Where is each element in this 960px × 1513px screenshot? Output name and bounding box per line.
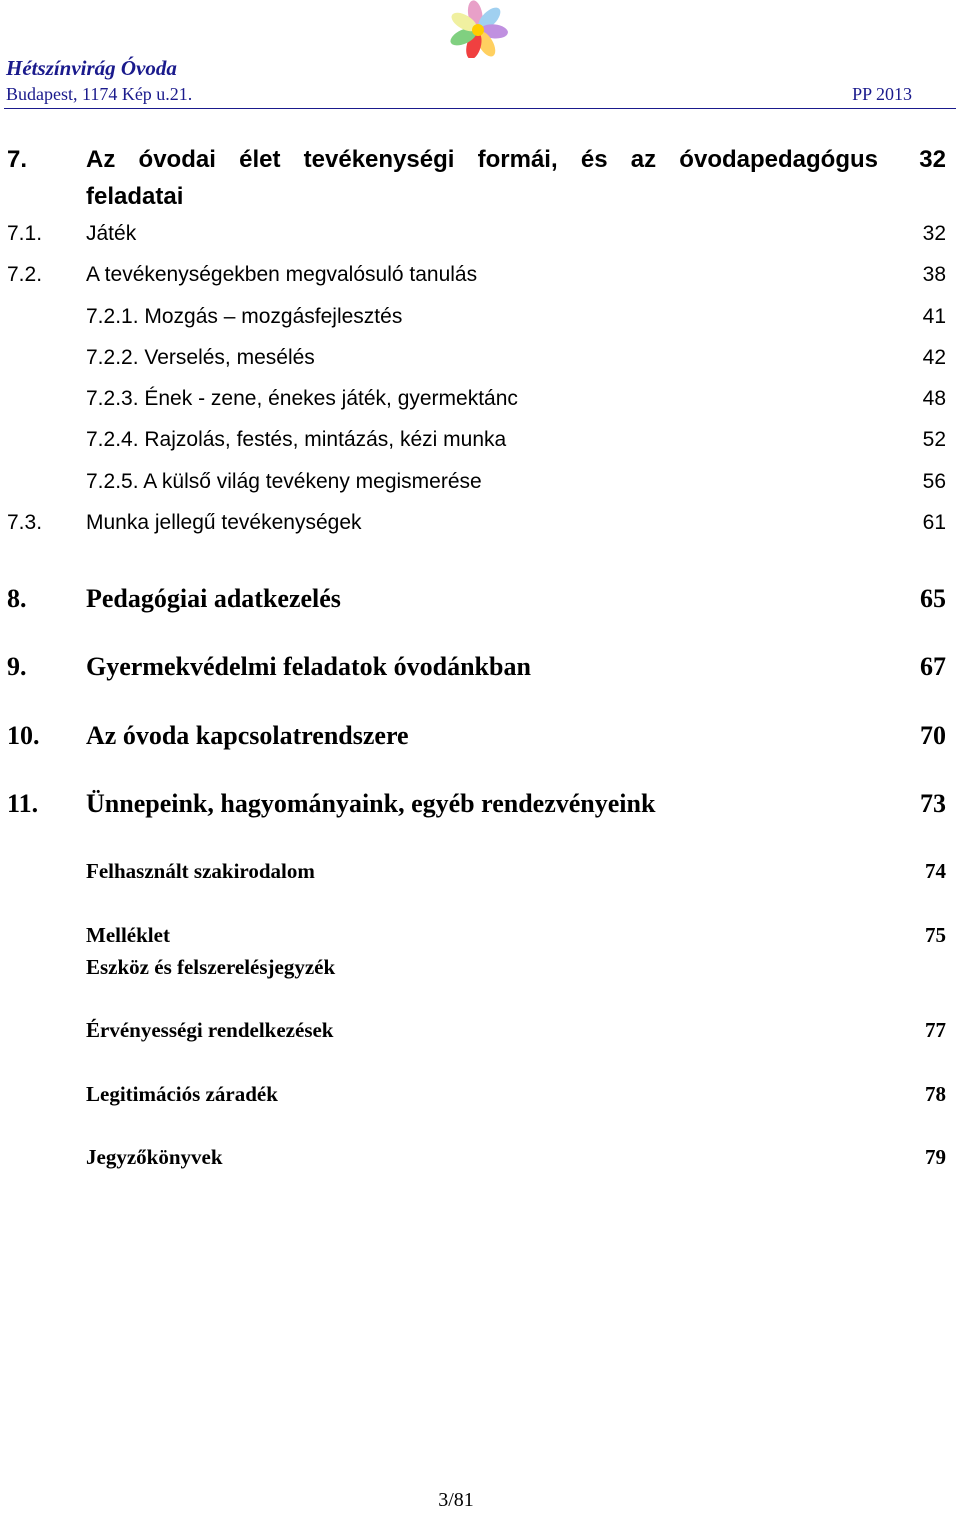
toc-title: Az óvodai élet tevékenységi formái, és az óvodapedagógus	[86, 146, 878, 173]
toc-title: Legitimációs záradék	[86, 1082, 278, 1106]
toc-number: 7.	[7, 146, 28, 173]
toc-page: 56	[922, 470, 946, 493]
toc-title: Ünnepeink, hagyományaink, egyéb rendezvényeink	[86, 789, 656, 818]
toc-title: 7.2.3. Ének - zene, énekes játék, gyermektánc	[86, 387, 518, 410]
toc-title: 7.2.1. Mozgás – mozgásfejlesztés	[86, 305, 403, 328]
toc-number: 7.2.	[7, 263, 43, 286]
toc-title: Munka jellegű tevékenységek	[86, 511, 362, 534]
org-address: Budapest, 1174 Kép u.21.	[6, 84, 193, 104]
page-number: 3/81	[438, 1489, 474, 1511]
toc-number: 7.3.	[7, 511, 43, 534]
toc-title: Játék	[86, 222, 137, 245]
toc-page: 73	[920, 789, 946, 818]
toc-page: 78	[925, 1082, 946, 1106]
toc-number: 7.1.	[7, 222, 43, 245]
toc-title: A tevékenységekben megvalósuló tanulás	[86, 263, 478, 286]
toc-number: 8.	[7, 584, 27, 613]
toc-title-continued: feladatai	[86, 183, 184, 210]
toc-page: 41	[922, 305, 946, 328]
toc-title: Jegyzőkönyvek	[86, 1145, 223, 1169]
toc-page: 75	[925, 923, 946, 947]
toc-page: 65	[920, 584, 946, 613]
toc-page: 48	[922, 387, 946, 410]
toc-number: 11.	[7, 789, 39, 818]
toc-title: Felhasznált szakirodalom	[86, 859, 315, 883]
toc-page: 61	[922, 511, 946, 534]
toc-page: 32	[922, 222, 946, 245]
toc-page: 32	[919, 146, 946, 173]
toc-page: 79	[925, 1145, 946, 1169]
toc-title: 7.2.5. A külső világ tevékeny megismerése	[86, 470, 482, 493]
toc-title: Gyermekvédelmi feladatok óvodánkban	[86, 652, 531, 681]
toc-page: 52	[922, 428, 946, 451]
toc-title: Az óvoda kapcsolatrendszere	[86, 721, 409, 750]
toc-page: 70	[920, 721, 946, 750]
toc-page: 77	[925, 1018, 946, 1042]
toc-title: Melléklet	[86, 923, 170, 947]
toc-page: 42	[922, 346, 946, 369]
toc-title: Érvényességi rendelkezések	[86, 1018, 334, 1042]
toc-page: 38	[922, 263, 946, 286]
toc-page: 74	[925, 859, 946, 883]
seven-petal-flower-logo-icon	[428, 0, 528, 58]
org-name: Hétszínvirág Óvoda	[6, 56, 177, 80]
toc-number: 9.	[7, 652, 27, 681]
toc-title: Pedagógiai adatkezelés	[86, 584, 341, 613]
toc-entry-chapter-7[interactable]	[0, 146, 960, 216]
header-divider	[4, 108, 956, 109]
toc-number: 10.	[7, 721, 40, 750]
toc-title: Eszköz és felszerelésjegyzék	[86, 955, 336, 979]
toc-title: 7.2.2. Verselés, mesélés	[86, 346, 315, 369]
toc-page: 67	[920, 652, 946, 681]
document-code: PP 2013	[852, 84, 912, 104]
toc-title: 7.2.4. Rajzolás, festés, mintázás, kézi munka	[86, 428, 507, 451]
